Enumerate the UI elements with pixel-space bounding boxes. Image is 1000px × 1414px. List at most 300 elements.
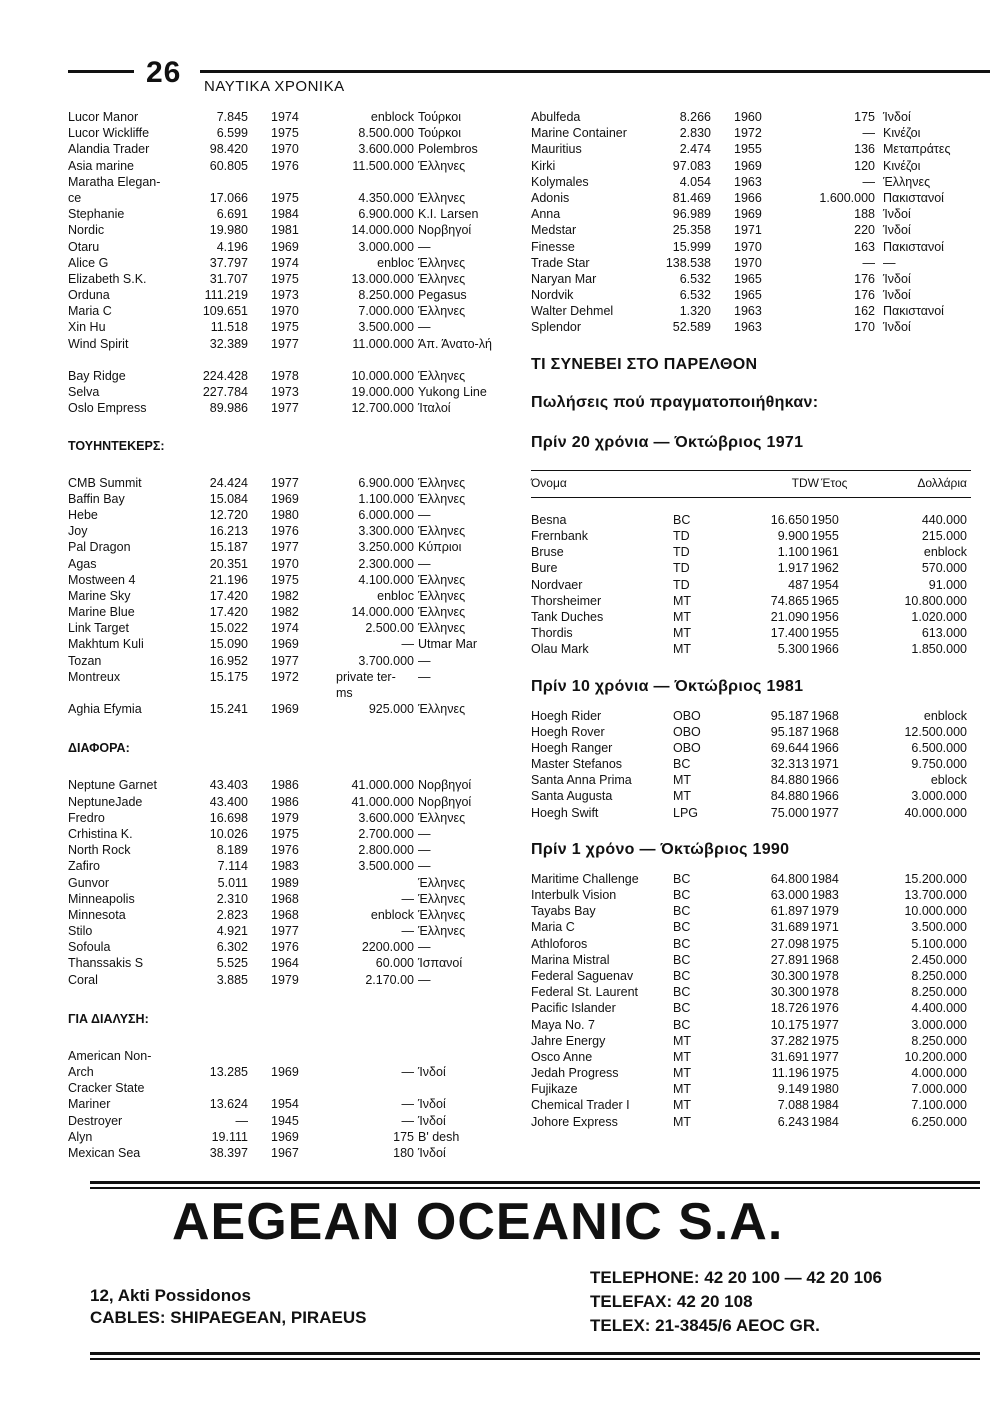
ship-dollars: 12.500.000 — [904, 724, 967, 739]
ship-tdw: 64.800 — [770, 871, 809, 886]
ship-dollars: 8.250.000 — [911, 1033, 967, 1048]
page-number: 26 — [146, 56, 182, 89]
company-name: AEGEAN OCEANIC S.A. — [172, 1193, 784, 1251]
ship-year: 1982 — [271, 605, 299, 620]
ship-name: Zafiro — [68, 859, 100, 874]
sale-row — [531, 903, 971, 919]
period-1981-list — [531, 708, 971, 821]
ship-buyer: — — [418, 843, 431, 858]
ship-name: Fujikaze — [531, 1082, 578, 1097]
ship-year: 1972 — [271, 669, 299, 684]
ship-year: 1978 — [811, 968, 839, 983]
ship-buyer: K.I. Larsen — [418, 207, 479, 222]
ship-type: MT — [673, 593, 692, 608]
ship-year: 1977 — [271, 401, 299, 416]
ship-year: 1973 — [271, 288, 299, 303]
ship-name: Marine Blue — [68, 605, 135, 620]
ship-year: 1969 — [271, 239, 299, 254]
ship-row — [68, 604, 508, 620]
ship-type: BC — [673, 985, 691, 1000]
header-rule-left — [68, 70, 134, 73]
ship-row — [68, 923, 508, 939]
ship-tonnage: 25.358 — [672, 223, 711, 238]
ship-tonnage: 2.474 — [679, 142, 711, 157]
ship-price: 3.250.000 — [358, 540, 414, 555]
cables-line: CABLES: SHIPAEGEAN, PIRAEUS — [90, 1308, 367, 1327]
ship-tonnage: 109.651 — [202, 304, 248, 319]
period-title: Πρίν 20 χρόνια — Όκτώβριος 1971 — [531, 433, 804, 451]
ship-type: MT — [673, 773, 692, 788]
ship-name: Anna — [531, 207, 561, 222]
ship-name: Stilo — [68, 924, 93, 939]
ship-dollars: 3.500.000 — [911, 920, 967, 935]
ship-dollars: 10.800.000 — [904, 593, 967, 608]
ship-type: BC — [673, 1017, 691, 1032]
ship-name: Hoegh Swift — [531, 805, 599, 820]
ship-tdw: 84.880 — [770, 773, 809, 788]
header-rule — [200, 70, 990, 73]
ship-tonnage: 96.989 — [672, 207, 711, 222]
ship-price: — — [401, 924, 414, 939]
ship-tonnage: 19.111 — [211, 1129, 248, 1144]
ship-row — [68, 255, 508, 271]
ship-tdw: 31.689 — [770, 920, 809, 935]
ship-tonnage: 31.707 — [209, 271, 248, 286]
sale-row — [531, 740, 971, 756]
ship-name: American Non- — [68, 1048, 152, 1063]
ship-row — [68, 1145, 508, 1161]
ship-tonnage: 15.187 — [209, 540, 248, 555]
ship-name: Santa Augusta — [531, 789, 613, 804]
ship-row — [68, 1096, 508, 1112]
sale-row — [531, 968, 971, 984]
ship-year: 1965 — [811, 593, 839, 608]
ship-tonnage: 1.320 — [679, 304, 711, 319]
ship-row — [68, 539, 508, 555]
ship-row — [68, 141, 508, 157]
ship-row — [68, 858, 508, 874]
ship-name: Alice G — [68, 255, 109, 270]
ship-row — [68, 368, 508, 384]
ship-buyer: Έλληνες — [418, 702, 466, 717]
ship-buyer: Έλληνες — [418, 810, 466, 825]
ship-year: 1978 — [811, 985, 839, 1000]
ship-year: 1974 — [271, 255, 299, 270]
ship-type: MT — [673, 1082, 692, 1097]
ship-dollars: 2.450.000 — [911, 952, 967, 967]
ship-year: 1968 — [271, 891, 299, 906]
ship-price: 136 — [854, 142, 875, 157]
ship-dollars: 613.000 — [921, 626, 967, 641]
ship-buyer: Ίνδοί — [883, 207, 911, 222]
ship-row — [68, 701, 508, 717]
ship-year: 1960 — [734, 110, 762, 124]
ship-buyer: Έλληνες — [418, 190, 466, 205]
ship-buyer: Έλληνες — [418, 158, 466, 173]
ship-row — [68, 239, 508, 255]
ship-tdw: 9.149 — [777, 1082, 809, 1097]
ship-year: 1989 — [271, 875, 299, 890]
ship-row — [531, 319, 971, 335]
ship-tdw: 69.644 — [770, 740, 809, 755]
ship-row — [68, 1048, 508, 1064]
ship-buyer: Ίνδοί — [883, 288, 911, 303]
ship-name: ce — [68, 190, 82, 205]
ship-row — [68, 491, 508, 507]
ship-name: Jedah Progress — [531, 1066, 619, 1081]
ship-dollars: 13.700.000 — [904, 888, 967, 902]
section-title-demolition: ΓΙΑ ΔΙΑΛΥΣΗ: — [68, 1011, 149, 1026]
ship-name: Hebe — [68, 507, 98, 522]
ship-type: BC — [673, 1001, 691, 1016]
ship-name: Maritime Challenge — [531, 871, 639, 886]
ship-price: 6.900.000 — [358, 475, 414, 490]
ship-row — [68, 319, 508, 335]
ship-tonnage: 7.845 — [216, 110, 248, 124]
ship-year: 1969 — [734, 207, 762, 222]
ship-tonnage: 17.420 — [209, 588, 248, 603]
ship-row — [68, 475, 508, 491]
ship-year: 1977 — [271, 336, 299, 351]
ship-tdw: 30.300 — [770, 968, 809, 983]
ship-tonnage: 4.054 — [679, 174, 711, 189]
ship-tonnage: 12.720 — [209, 507, 248, 522]
ship-name: Agas — [68, 556, 97, 571]
ship-price: 3.600.000 — [358, 142, 414, 157]
ship-year: 1984 — [811, 871, 839, 886]
ship-row — [68, 556, 508, 572]
ship-dollars: eblock — [930, 773, 967, 788]
ship-row — [531, 239, 971, 255]
ship-dollars: 4.400.000 — [911, 1001, 967, 1016]
ship-dollars: enblock — [923, 708, 967, 723]
ship-name: Master Stefanos — [531, 757, 623, 772]
ship-tonnage: 2.823 — [216, 907, 248, 922]
ship-price: 170 — [854, 320, 875, 335]
ship-name: Joy — [68, 524, 88, 539]
ship-row — [531, 255, 971, 271]
ship-tonnage: 16.952 — [209, 653, 248, 668]
company-address — [90, 1285, 366, 1329]
ship-tonnage: 227.784 — [202, 385, 248, 400]
period-title: Πρίν 10 χρόνια — Όκτώβριος 1981 — [531, 677, 804, 695]
ship-year: 1977 — [811, 805, 839, 820]
ship-year: 1977 — [271, 475, 299, 490]
ship-name: Maya No. 7 — [531, 1017, 595, 1032]
ship-row — [68, 636, 508, 652]
ship-price: 3.700.000 — [358, 653, 414, 668]
ship-year: 1966 — [811, 773, 839, 788]
sale-row — [531, 1033, 971, 1049]
ship-row — [68, 507, 508, 523]
ship-name: Bruse — [531, 545, 564, 560]
ship-buyer: Έλληνες — [418, 271, 466, 286]
ship-name: Federal St. Laurent — [531, 985, 639, 1000]
address-line: 12, Akti Possidonos — [90, 1286, 251, 1305]
ship-row — [531, 206, 971, 222]
ship-price: 6.900.000 — [358, 207, 414, 222]
ship-price: 2.700.000 — [358, 826, 414, 841]
ship-price: private ter-ms — [336, 669, 396, 701]
ship-tonnage: 4.921 — [216, 924, 248, 939]
ship-year: 1970 — [271, 304, 299, 319]
ship-year: 1975 — [811, 1033, 839, 1048]
sale-row — [531, 1017, 971, 1033]
ship-name: Adonis — [531, 190, 570, 205]
ship-row — [531, 174, 971, 190]
ship-tonnage: 15.999 — [672, 239, 711, 254]
section-title-tankers: ΤΟΥΗΝΤΕΚΕΡΣ: — [68, 438, 165, 453]
ship-name: Kirki — [531, 158, 556, 173]
ship-name: Maratha Elegan- — [68, 174, 161, 189]
ship-buyer: Πακιστανοί — [883, 239, 944, 254]
ship-name: Montreux — [68, 669, 121, 684]
ship-name: Alandia Trader — [68, 142, 150, 157]
ship-year: 1972 — [734, 126, 762, 141]
ship-year: 1970 — [271, 142, 299, 157]
ship-tonnage: 37.797 — [209, 255, 248, 270]
ship-dollars: 570.000 — [921, 561, 967, 576]
ship-name: Orduna — [68, 288, 110, 303]
ship-year: 1950 — [811, 512, 839, 527]
ship-tonnage: 6.691 — [216, 207, 248, 222]
ship-name: Medstar — [531, 223, 577, 238]
ship-tdw: 1.917 — [777, 561, 809, 576]
sale-row — [531, 641, 971, 657]
ship-name: Johore Express — [531, 1114, 618, 1129]
ship-buyer: Ίνδοί — [418, 1097, 446, 1112]
ship-price: 188 — [854, 207, 875, 222]
ship-tonnage: 13.624 — [209, 1097, 248, 1112]
ship-price: — — [401, 1097, 414, 1112]
ship-year: 1977 — [271, 540, 299, 555]
ship-year: 1971 — [811, 920, 839, 935]
ship-year: 1976 — [271, 843, 299, 858]
ship-tdw: 16.650 — [770, 512, 809, 527]
ship-price: 175 — [854, 110, 875, 124]
ship-name: Minnesota — [68, 907, 126, 922]
ad-rule-bottom — [90, 1352, 980, 1355]
ship-name: Mexican Sea — [68, 1145, 141, 1160]
ship-year: 1978 — [271, 369, 299, 384]
col-year-header: Έτος — [821, 475, 848, 490]
ship-buyer: Κινέζοι — [883, 126, 921, 141]
telefax-line: TELEFAX: 42 20 108 — [590, 1292, 753, 1311]
ship-buyer: Κύπριοι — [418, 540, 462, 555]
ship-buyer: Νορβηγοί — [418, 794, 472, 809]
ship-price: 2.500.00 — [365, 621, 414, 636]
ship-name: Pal Dragon — [68, 540, 131, 555]
ship-price: 162 — [854, 304, 875, 319]
ship-price: 8.250.000 — [358, 288, 414, 303]
ship-tonnage: 81.469 — [672, 190, 711, 205]
ship-tonnage: 15.090 — [209, 637, 248, 652]
ship-name: Lucor Manor — [68, 110, 139, 124]
ship-buyer: Ίνδοί — [883, 271, 911, 286]
ship-name: Marina Mistral — [531, 952, 610, 967]
ship-type: BC — [673, 920, 691, 935]
ship-name: Alyn — [68, 1129, 93, 1144]
ship-buyer: — — [418, 972, 431, 987]
ship-year: 1983 — [271, 859, 299, 874]
ship-row — [68, 572, 508, 588]
ship-name: Athloforos — [531, 936, 588, 951]
sale-row — [531, 609, 971, 625]
ship-buyer: Έλληνες — [418, 605, 466, 620]
ship-row — [531, 222, 971, 238]
ship-type: MT — [673, 1033, 692, 1048]
ship-year: 1974 — [271, 621, 299, 636]
col-name-header: Όνομα — [531, 475, 567, 490]
ad-rule-top-thin — [90, 1187, 980, 1189]
sale-row — [531, 871, 971, 887]
ship-name: Link Target — [68, 621, 129, 636]
ship-buyer: Ίνδοί — [418, 1113, 446, 1128]
ship-price: enblock — [370, 110, 414, 124]
ship-name: Osco Anne — [531, 1049, 593, 1064]
ship-name: NeptuneJade — [68, 794, 143, 809]
ship-tdw: 6.243 — [777, 1114, 809, 1129]
ship-tdw: 27.891 — [770, 952, 809, 967]
ship-name: Oslo Empress — [68, 401, 147, 416]
ship-price: 163 — [854, 239, 875, 254]
ship-year: 1969 — [271, 702, 299, 717]
company-contacts — [590, 1266, 882, 1338]
ship-row — [531, 141, 971, 157]
ship-row — [68, 653, 508, 669]
ship-type: OBO — [673, 724, 701, 739]
ship-dollars: 10.200.000 — [904, 1049, 967, 1064]
ship-price: 4.350.000 — [358, 190, 414, 205]
ship-row — [68, 1080, 508, 1096]
ship-row — [68, 777, 508, 793]
ship-name: Minneapolis — [68, 891, 135, 906]
ship-name: Fredro — [68, 810, 105, 825]
ship-year: 1984 — [811, 1114, 839, 1129]
ship-price: 3.500.000 — [358, 859, 414, 874]
ship-tonnage: 89.986 — [209, 401, 248, 416]
ship-year: 1970 — [734, 239, 762, 254]
ship-name: Kolymales — [531, 174, 589, 189]
ship-year: 1963 — [734, 304, 762, 319]
ship-name: Selva — [68, 385, 100, 400]
ship-type: BC — [673, 952, 691, 967]
ship-price: 13.000.000 — [351, 271, 414, 286]
ship-year: 1980 — [271, 507, 299, 522]
ship-row — [68, 125, 508, 141]
ship-year: 1968 — [811, 724, 839, 739]
ship-year: 1971 — [734, 223, 762, 238]
ship-buyer: Ίνδοί — [883, 223, 911, 238]
ship-buyer: — — [418, 653, 431, 668]
ship-dollars: 3.000.000 — [911, 1017, 967, 1032]
ship-price: 3.300.000 — [358, 524, 414, 539]
ship-year: 1954 — [271, 1097, 299, 1112]
ship-year: 1964 — [271, 956, 299, 971]
ship-row — [68, 972, 508, 988]
ship-year: 1975 — [271, 190, 299, 205]
ship-price: 220 — [854, 223, 875, 238]
ship-tdw: 17.400 — [770, 626, 809, 641]
past-subtitle: Πωλήσεις πού πραγματοποιήθηκαν: — [531, 393, 819, 411]
ship-name: Asia marine — [68, 158, 134, 173]
ship-buyer: Utmar Mar — [418, 637, 478, 652]
ship-year: 1971 — [811, 757, 839, 772]
ship-year: 1980 — [811, 1082, 839, 1097]
ship-name: Mariner — [68, 1097, 111, 1112]
ship-year: 1979 — [271, 810, 299, 825]
ship-year: 1965 — [734, 271, 762, 286]
ship-tonnage: — — [235, 1113, 248, 1128]
ship-name: Destroyer — [68, 1113, 123, 1128]
ship-price: 41.000.000 — [351, 778, 414, 793]
ship-tonnage: 19.980 — [209, 223, 248, 238]
ship-tonnage: 38.397 — [209, 1145, 248, 1160]
ship-price: 175 — [393, 1129, 414, 1144]
ship-tonnage: 15.022 — [209, 621, 248, 636]
sale-row — [531, 1081, 971, 1097]
ship-tdw: 1.100 — [777, 545, 809, 560]
ship-type: BC — [673, 888, 691, 902]
ship-tdw: 31.691 — [770, 1049, 809, 1064]
ship-buyer: Έλληνες — [418, 875, 466, 890]
ship-price: 1.600.000 — [819, 190, 875, 205]
ship-year: 1965 — [734, 288, 762, 303]
ship-name: Tozan — [68, 653, 102, 668]
ship-year: 1977 — [811, 1049, 839, 1064]
ship-price: 2200.000 — [361, 940, 414, 955]
ship-tonnage: 2.310 — [216, 891, 248, 906]
ship-row — [68, 826, 508, 842]
ship-buyer: Pegasus — [418, 288, 467, 303]
ship-tdw: 7.088 — [777, 1098, 809, 1113]
ship-name: Interbulk Vision — [531, 888, 617, 902]
ship-name: Pacific Islander — [531, 1001, 616, 1016]
ship-price: 925.000 — [368, 702, 414, 717]
ship-year: 1975 — [271, 271, 299, 286]
ship-row — [68, 400, 508, 416]
ship-price: enblock — [370, 907, 414, 922]
ship-row — [531, 190, 971, 206]
ship-row — [68, 669, 508, 701]
ship-buyer: Νορβηγοί — [418, 778, 472, 793]
ship-buyer: — — [418, 320, 431, 335]
ship-name: CMB Summit — [68, 475, 142, 490]
period-1971-list — [531, 512, 971, 658]
ship-tonnage: 3.885 — [216, 972, 248, 987]
ship-name: Xin Hu — [68, 320, 106, 335]
ship-name: Chemical Trader I — [531, 1098, 630, 1113]
ship-tdw: 61.897 — [770, 904, 809, 919]
ship-year: 1975 — [811, 936, 839, 951]
sale-row — [531, 724, 971, 740]
ship-name: Gunvor — [68, 875, 109, 890]
ship-year: 1984 — [271, 207, 299, 222]
ship-dollars: 7.000.000 — [911, 1082, 967, 1097]
ship-name: Makhtum Kuli — [68, 637, 144, 652]
ship-tonnage: 5.011 — [217, 875, 248, 890]
ship-year: 1955 — [811, 626, 839, 641]
ship-price: — — [401, 1065, 414, 1080]
ship-tonnage: 32.389 — [209, 336, 248, 351]
ship-row — [68, 620, 508, 636]
ship-tdw: 75.000 — [770, 805, 809, 820]
ship-tdw: 95.187 — [770, 724, 809, 739]
ship-type: LPG — [673, 805, 699, 820]
ship-tonnage: 17.420 — [209, 605, 248, 620]
ship-price: 10.000.000 — [351, 369, 414, 384]
ship-type: BC — [673, 904, 691, 919]
